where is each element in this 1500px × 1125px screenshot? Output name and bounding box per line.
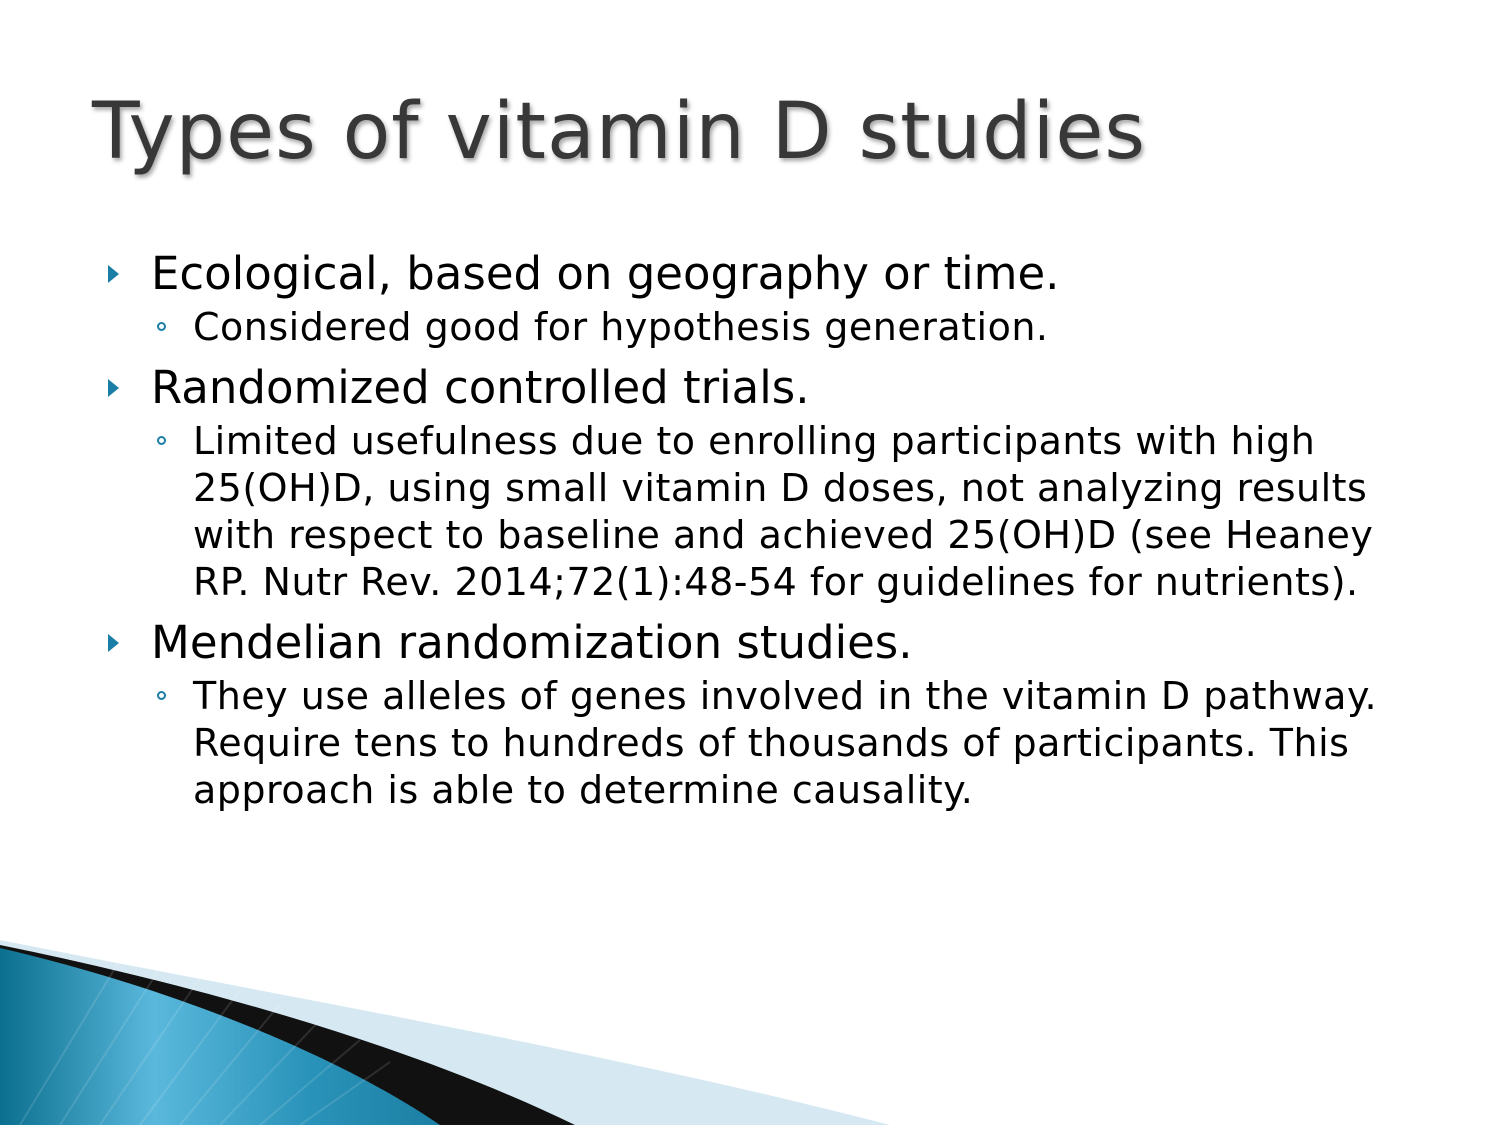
sub-bullet-text: They use alleles of genes involved in the vitamin D pathway. Require tens to hundreds of thousands of participants. This approach is able to determine causality. xyxy=(193,674,1378,812)
sub-bullet-item xyxy=(108,418,1438,606)
hollow-circle-icon xyxy=(157,436,166,445)
hollow-circle-icon xyxy=(157,322,166,331)
triangle-right-icon xyxy=(108,634,119,652)
triangle-right-icon xyxy=(108,379,119,397)
bullet-item xyxy=(108,615,1438,671)
bullet-item xyxy=(108,246,1438,302)
hollow-circle-icon xyxy=(157,691,166,700)
bullet-item xyxy=(108,360,1438,416)
bullet-text: Ecological, based on geography or time. xyxy=(151,247,1060,300)
sub-bullet-item xyxy=(108,673,1438,814)
bullet-list xyxy=(108,246,1438,814)
sub-bullet-item xyxy=(108,304,1438,351)
bullet-text: Mendelian randomization studies. xyxy=(151,616,913,669)
sub-bullet-text: Limited usefulness due to enrolling participants with high 25(OH)D, using small vitamin D doses, not analyzing results with respect to baseline and achieved 25(OH)D (see Heaney RP. Nutr Rev. 2014;72(1):48-54 for guidelines for nutrients). xyxy=(193,419,1374,604)
triangle-right-icon xyxy=(108,265,119,283)
slide-title: Types of vitamin D studies xyxy=(92,87,1146,177)
bullet-text: Randomized controlled trials. xyxy=(151,361,810,414)
sub-bullet-text: Considered good for hypothesis generation. xyxy=(193,305,1049,349)
